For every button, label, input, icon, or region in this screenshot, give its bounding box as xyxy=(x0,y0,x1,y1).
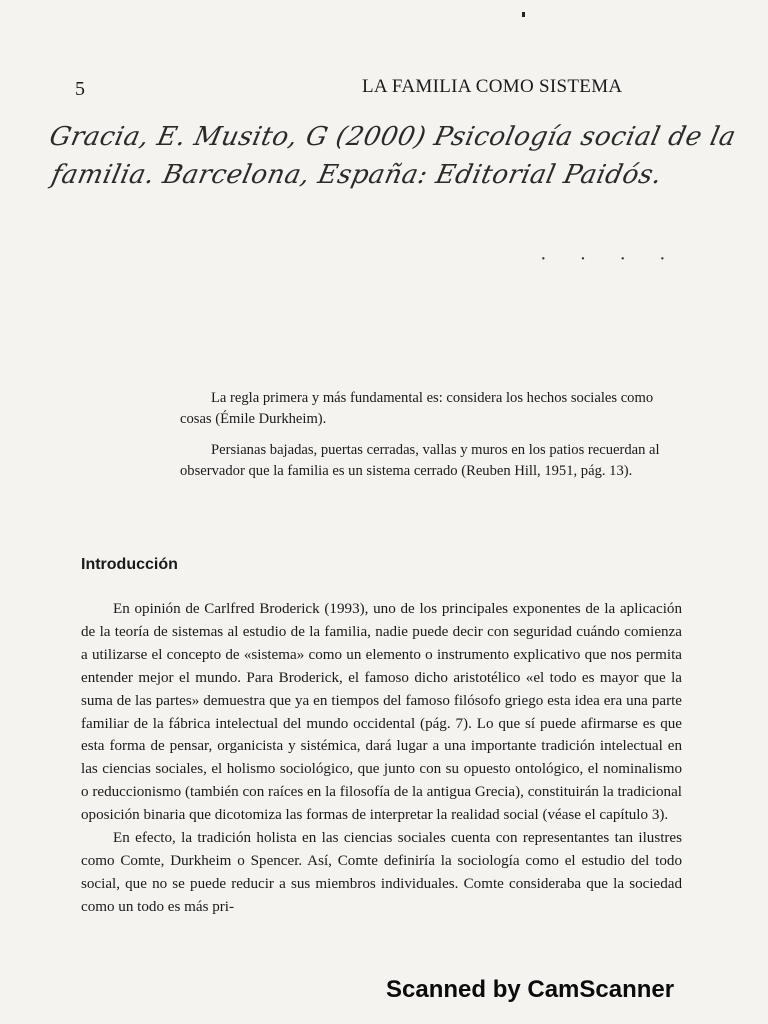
camscanner-watermark: Scanned by CamScanner xyxy=(386,976,675,1003)
running-title: LA FAMILIA COMO SISTEMA xyxy=(362,76,623,97)
scan-speck xyxy=(522,12,525,17)
handwritten-line-2: familia. Barcelona, España: Editorial Paidós. xyxy=(48,160,665,190)
paragraph-2: En efecto, la tradición holista en las ciencias sociales cuenta con representantes tan ilustres como Comte, Durkheim o Spencer. Así, Comte definiría la sociología como el estudio del todo social, que no se puede reducir a sus miembros individuales. Comte consideraba que la sociedad como un todo es más pri- xyxy=(81,830,682,915)
epigraphs xyxy=(180,388,680,492)
epigraph-durkheim: La regla primera y más fundamental es: considera los hechos sociales como cosas (Émile Durkheim). xyxy=(180,390,654,427)
body-text xyxy=(81,598,682,919)
handwritten-citation xyxy=(46,122,760,190)
epigraph-hill: Persianas bajadas, puertas cerradas, vallas y muros en los patios recuerdan al observador que la familia es un sistema cerrado (Reuben Hill, 1951, pág. 13). xyxy=(180,442,660,479)
paragraph-1: En opinión de Carlfred Broderick (1993), uno de los principales exponentes de la aplicación de la teoría de sistemas al estudio de la familia, nadie puede decir con seguridad cuándo comienza a utilizarse el concepto de «sistema» como un elemento o instrumento explicativo que nos permita entender mejor el mundo. Para Broderick, el famoso dicho aristotélico «el todo es mayor que la suma de las partes» demuestra que ya en tiempos del famoso filósofo griego esta idea era una parte familiar de la fábrica intelectual del mundo occidental (pág. 7). Lo que sí puede afirmarse es que esta forma de pensar, organicista y sistémica, dará lugar a una importante tradición intelectual en las ciencias sociales, el holismo sociológico, que junto con su opuesto ontológico, el nominalismo o reduccionismo (también con raíces en la filosofía de la antigua Grecia), constituirán la tradicional oposición binaria que dicotomiza las formas de interpretar la realidad social (véase el capítulo 3). xyxy=(81,601,682,824)
page-number: 5 xyxy=(75,78,85,100)
section-heading: Introducción xyxy=(81,556,178,573)
pen-dots: · · · · xyxy=(540,248,680,270)
handwritten-line-1: Gracia, E. Musito, G (2000) Psicología social de la xyxy=(46,122,739,152)
